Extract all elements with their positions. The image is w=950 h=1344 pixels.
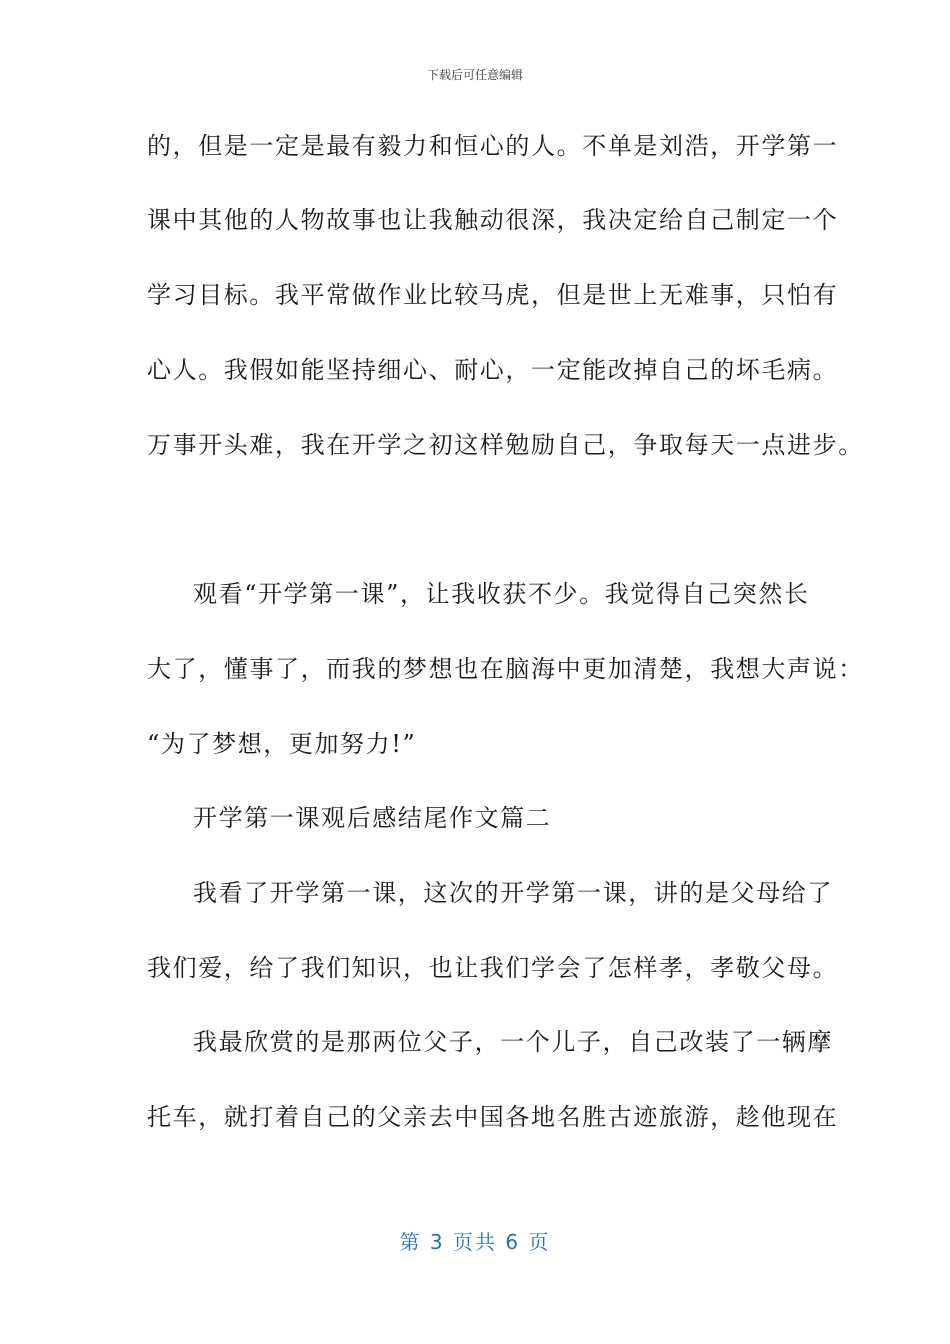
- section-heading: 开学第一课观后感结尾作文篇二: [193, 804, 552, 832]
- text-line: 大了，懂事了，而我的梦想也在脑海中更加清楚，我想大声说：: [147, 655, 864, 683]
- text-line: 心人。我假如能坚持细心、耐心，一定能改掉自己的坏毛病。: [147, 356, 839, 384]
- text-line: 托车，就打着自己的父亲去中国各地名胜古迹旅游，趁他现在: [147, 1103, 839, 1131]
- text-line: 的，但是一定是最有毅力和恒心的人。不单是刘浩，开学第一: [147, 132, 839, 160]
- text-line: 课中其他的人物故事也让我触动很深，我决定给自己制定一个: [147, 206, 839, 234]
- text-line: 观看“开学第一课”，让我收获不少。我觉得自己突然长: [193, 580, 810, 608]
- text-line: 我们爱，给了我们知识，也让我们学会了怎样孝，孝敬父母。: [147, 954, 839, 982]
- text-line: “为了梦想，更加努力!”: [147, 730, 417, 758]
- header-note: 下载后可任意编辑: [426, 68, 523, 82]
- text-line: 我看了开学第一课，这次的开学第一课，讲的是父母给了: [193, 879, 833, 907]
- page-number: 第 3 页共 6 页: [399, 1230, 551, 1254]
- text-line: 我最欣赏的是那两位父子，一个儿子，自己改装了一辆摩: [193, 1028, 833, 1056]
- text-line: 万事开头难，我在开学之初这样勉励自己，争取每天一点进步。: [147, 431, 864, 459]
- text-line: 学习目标。我平常做作业比较马虎，但是世上无难事，只怕有: [147, 281, 839, 309]
